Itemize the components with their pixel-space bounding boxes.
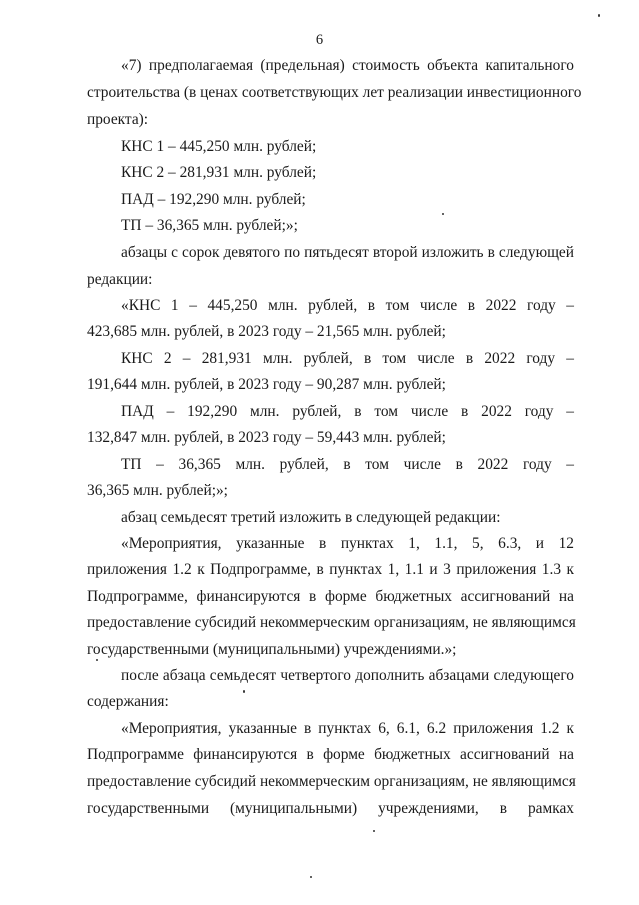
text-line: «КНС 1 – 445,250 млн. рублей, в том числе в 2022 году –	[121, 297, 574, 314]
text-line: КНС 2 – 281,931 млн. рублей, в том числе в 2022 году –	[121, 350, 574, 367]
text-line: Подпрограмме финансируются в форме бюджетных ассигнований на	[87, 746, 574, 763]
text-line: приложения 1.2 к Подпрограмме, в пунктах 1, 1.1 и 3 приложения 1.3 к	[87, 561, 574, 578]
text-line: 36,365 млн. рублей;»;	[87, 482, 228, 499]
text-line: содержания:	[87, 693, 169, 710]
page-number: 6	[315, 32, 324, 48]
text-line: КНС 2 – 281,931 млн. рублей;	[121, 164, 317, 181]
text-line: Подпрограмме, финансируются в форме бюджетных ассигнований на	[87, 588, 574, 605]
text-line: государственными (муниципальными) учреждениями, в рамках	[87, 800, 574, 817]
text-line: «Мероприятия, указанные в пунктах 6, 6.1, 6.2 приложения 1.2 к	[121, 720, 574, 737]
text-line: 191,644 млн. рублей, в 2023 году – 90,287 млн. рублей;	[87, 376, 446, 393]
text-line: предоставление субсидий некоммерческим организациям, не являющимся	[87, 773, 576, 790]
text-line: после абзаца семьдесят четвертого дополнить абзацами следующего	[121, 667, 574, 684]
text-line: строительства (в ценах соответствующих лет реализации инвестиционного	[87, 84, 582, 101]
scan-speck	[442, 213, 444, 215]
text-line: государственными (муниципальными) учреждениями.»;	[87, 641, 457, 658]
scan-speck	[310, 876, 312, 878]
text-line: редакции:	[87, 271, 153, 288]
text-line: предоставление субсидий некоммерческим организациям, не являющимся	[87, 614, 576, 631]
scan-speck	[598, 14, 600, 17]
text-line: абзацы с сорок девятого по пятьдесят второй изложить в следующей	[121, 244, 574, 261]
text-line: абзац семьдесят третий изложить в следующей редакции:	[121, 509, 501, 526]
text-line: «Мероприятия, указанные в пунктах 1, 1.1, 5, 6.3, и 12	[121, 535, 574, 552]
text-line: ПАД – 192,290 млн. рублей, в том числе в 2022 году –	[121, 403, 574, 420]
text-line: 132,847 млн. рублей, в 2023 году – 59,443 млн. рублей;	[87, 429, 446, 446]
text-line: 423,685 млн. рублей, в 2023 году – 21,565 млн. рублей;	[87, 323, 446, 340]
text-line: ТП – 36,365 млн. рублей;»;	[121, 217, 298, 234]
text-line: ТП – 36,365 млн. рублей, в том числе в 2022 году –	[121, 456, 574, 473]
scan-speck	[243, 690, 245, 693]
scan-speck	[373, 830, 375, 832]
text-line: ПАД – 192,290 млн. рублей;	[121, 191, 306, 208]
text-line: КНС 1 – 445,250 млн. рублей;	[121, 138, 317, 155]
scan-speck	[96, 659, 98, 661]
text-line: проекта):	[87, 111, 149, 128]
text-line: «7) предполагаемая (предельная) стоимость объекта капитального	[121, 57, 574, 74]
